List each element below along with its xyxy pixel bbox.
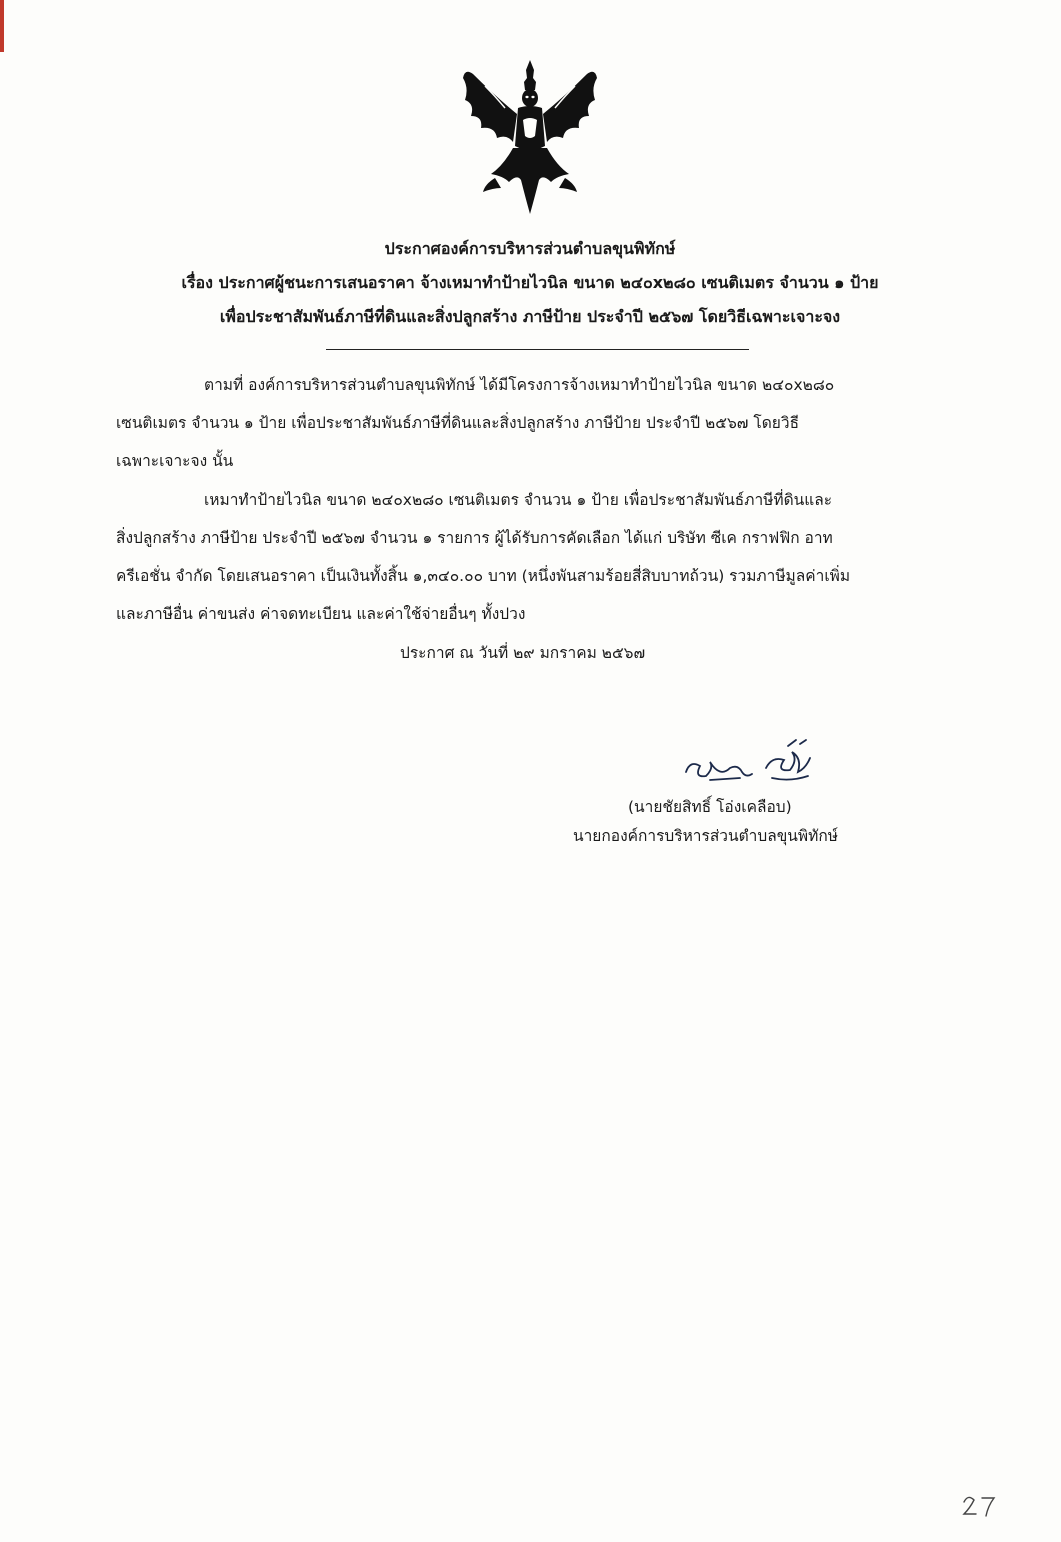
paragraph-1-line-1: ตามที่ องค์การบริหารส่วนตำบลขุนพิทักษ์ ได้มีโครงการจ้างเหมาทำป้ายไวนิล ขนาด ๒๔๐x๒๘๐ [204,376,835,394]
paragraph-1-line-2: เซนติเมตร จำนวน ๑ ป้าย เพื่อประชาสัมพันธ์ภาษีที่ดินและสิ่งปลูกสร้าง ภาษีป้าย ประจำปี ๒๕๖๗ โดยวิธี [116,414,800,432]
announcement-title: ประกาศองค์การบริหารส่วนตำบลขุนพิทักษ์ [384,239,676,258]
paragraph-2-line-2: สิ่งปลูกสร้าง ภาษีป้าย ประจำปี ๒๕๖๗ จำนวน ๑ รายการ ผู้ได้รับการคัดเลือก ได้แก่ บริษัท ซีเค กราฟฟิก อาท [116,529,833,547]
subject-line-2: เพื่อประชาสัมพันธ์ภาษีที่ดินและสิ่งปลูกสร้าง ภาษีป้าย ประจำปี ๒๕๖๗ โดยวิธีเฉพาะเจาะจง [219,307,841,326]
paragraph-2-line-1: เหมาทำป้ายไวนิล ขนาด ๒๔๐x๒๘๐ เซนติเมตร จำนวน ๑ ป้าย เพื่อประชาสัมพันธ์ภาษีที่ดินและ [204,491,833,509]
handwritten-page-number [958,1490,1008,1520]
garuda-emblem-icon [455,56,605,216]
paragraph-2-line-4: และภาษีอื่น ค่าขนส่ง ค่าจดทะเบียน และค่าใช้จ่ายอื่นๆ ทั้งปวง [116,605,526,623]
announcement-date: ประกาศ ณ วันที่ ๒๙ มกราคม ๒๕๖๗ [400,644,646,662]
subject-line-1: เรื่อง ประกาศผู้ชนะการเสนอราคา จ้างเหมาทำป้ายไวนิล ขนาด ๒๔๐x๒๘๐ เซนติเมตร จำนวน ๑ ป้าย [181,273,879,292]
handwritten-signature [680,738,830,790]
scan-edge-mark [0,0,4,52]
title-divider [326,349,749,350]
paragraph-1-line-3: เฉพาะเจาะจง นั้น [116,452,234,470]
paragraph-2-line-3: ครีเอชั่น จำกัด โดยเสนอราคา เป็นเงินทั้งสิ้น ๑,๓๔๐.๐๐ บาท (หนึ่งพันสามร้อยสี่สิบบาทถ้วน) รวมภาษีมูลค่าเพิ่ม [116,567,851,585]
signer-title: นายกองค์การบริหารส่วนตำบลขุนพิทักษ์ [573,827,838,845]
signer-name: (นายชัยสิทธิ์ โอ่งเคลือบ) [628,798,792,816]
